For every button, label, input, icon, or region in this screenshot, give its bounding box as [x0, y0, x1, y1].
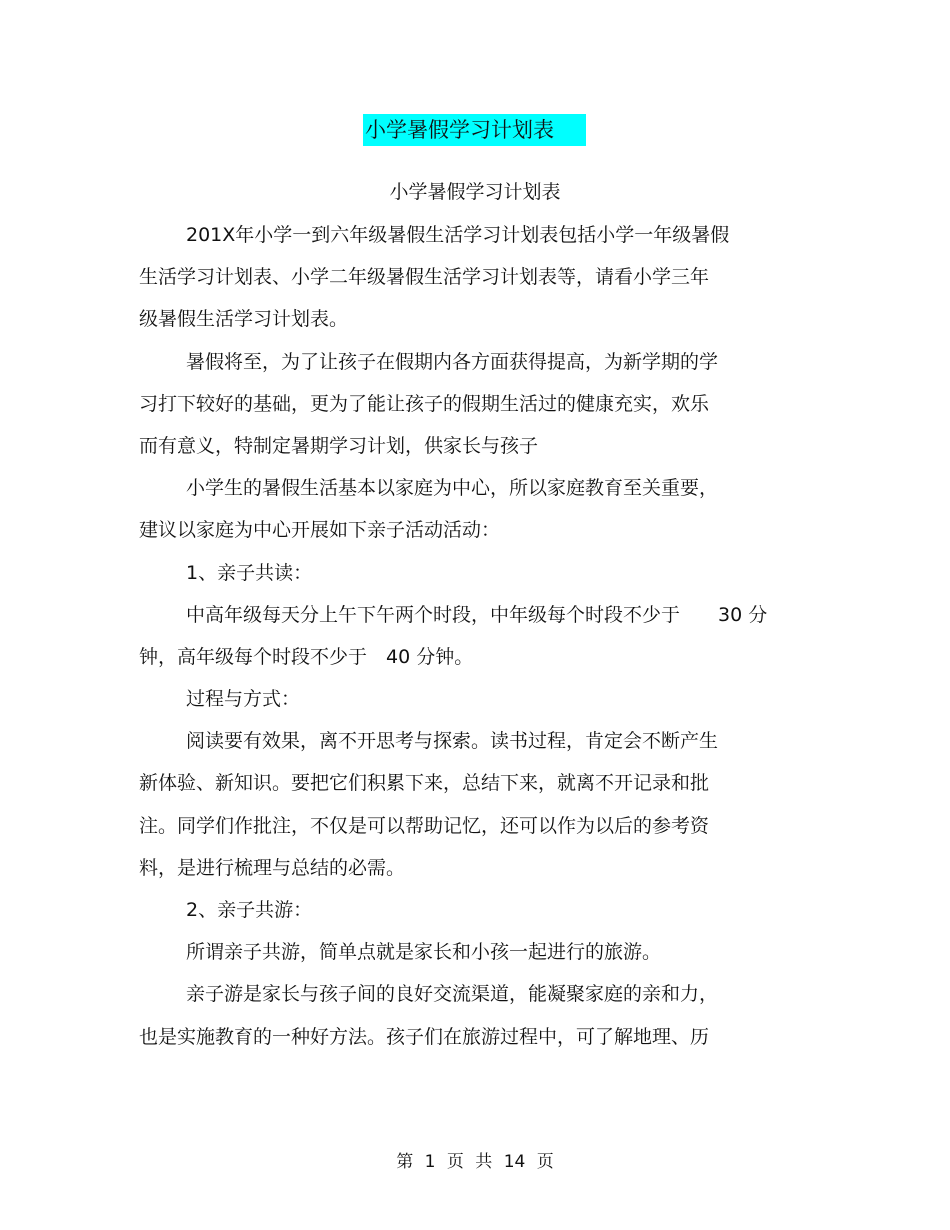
text-line: 过程与方式： [186, 688, 301, 711]
text-line: 所谓亲子共游，简单点就是家长和小孩一起进行的旅游。 [186, 941, 662, 964]
text-line: 级暑假生活学习计划表。 [139, 308, 349, 331]
text-line: 阅读要有效果，离不开思考与探索。读书过程，肯定会不断产生 [186, 730, 719, 753]
document-title: 小学暑假学习计划表 [363, 114, 586, 146]
text-line: 亲子游是家长与孩子间的良好交流渠道，能凝聚家庭的亲和力， [186, 983, 719, 1006]
document-subtitle: 小学暑假学习计划表 [389, 181, 561, 203]
page-footer: 第 1 页 共 14 页 [396, 1152, 554, 1172]
text-line: 中高年级每天分上午下午两个时段，中年级每个时段不少于 30 分 [186, 603, 768, 626]
text-line: 2、亲子共游： [186, 899, 313, 921]
text-line: 小学生的暑假生活基本以家庭为中心，所以家庭教育至关重要， [186, 477, 719, 500]
document-body [139, 220, 819, 1064]
text-line: 1、亲子共读： [186, 561, 313, 584]
text-line: 钟，高年级每个时段不少于 40 分钟。 [139, 645, 474, 668]
text-line: 也是实施教育的一种好方法。孩子们在旅游过程中，可了解地理、历 [139, 1025, 710, 1048]
text-line: 建议以家庭为中心开展如下亲子活动活动： [139, 519, 501, 542]
text-line: 而有意义，特制定暑期学习计划，供家长与孩子 [139, 434, 539, 457]
text-line: 新体验、新知识。要把它们积累下来，总结下来，就离不开记录和批 [139, 772, 710, 795]
text-line: 习打下较好的基础，更为了能让孩子的假期生活过的健康充实，欢乐 [139, 392, 710, 415]
text-line: 料，是进行梳理与总结的必需。 [139, 856, 406, 879]
text-line: 201X年小学一到六年级暑假生活学习计划表包括小学一年级暑假 [186, 224, 730, 246]
text-line: 生活学习计划表、小学二年级暑假生活学习计划表等，请看小学三年 [139, 266, 710, 289]
text-line: 注。同学们作批注，不仅是可以帮助记忆，还可以作为以后的参考资 [139, 814, 710, 837]
text-line: 暑假将至，为了让孩子在假期内各方面获得提高，为新学期的学 [186, 350, 719, 373]
